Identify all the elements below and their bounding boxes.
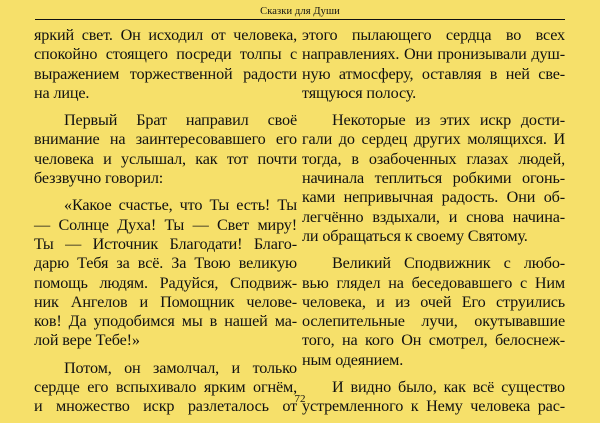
running-header: Сказки для Души bbox=[260, 6, 340, 17]
text-line: — Солнце Духа! Ты — Свет миру! bbox=[34, 215, 297, 234]
text-line: Великий Сподвижник с любо- bbox=[332, 254, 565, 273]
text-line: ли обращаться к своему Святому. bbox=[302, 226, 528, 245]
paragraph-gap bbox=[34, 188, 297, 196]
text-line: на лице. bbox=[34, 83, 90, 102]
text-line: выражением торжественной радости bbox=[34, 64, 297, 83]
text-line: Первый Брат направил своё bbox=[64, 111, 297, 130]
text-line: ками непривычная радость. Они об- bbox=[302, 188, 565, 207]
text-line: Ты — Источник Благодати! Благо- bbox=[34, 234, 297, 253]
header-divider bbox=[35, 19, 565, 20]
right-text-column bbox=[302, 26, 565, 417]
paragraph-gap bbox=[34, 103, 297, 111]
text-line: «Какое счастье, что Ты есть! Ты bbox=[64, 196, 297, 215]
text-line: лой вере Тебе!» bbox=[34, 331, 140, 350]
text-line: ник Ангелов и Помощник челове- bbox=[34, 292, 297, 311]
text-line: легчённо вздыхали, и снова начина- bbox=[302, 207, 565, 226]
paragraph-gap bbox=[302, 370, 565, 378]
paragraph-gap bbox=[302, 103, 565, 111]
text-line: дарю Тебя за всё. За Твою великую bbox=[34, 254, 297, 273]
text-line: человека, и из очей Его струились bbox=[302, 292, 565, 311]
text-line: Потом, он замолчал, и только bbox=[64, 358, 297, 377]
text-line: ным одеянием. bbox=[302, 350, 404, 369]
text-line: Некоторые из этих искр дости- bbox=[332, 111, 565, 130]
text-line: ков! Да уподобимся мы в нашей ма- bbox=[34, 312, 297, 331]
text-line: И видно было, как всё существо bbox=[332, 378, 565, 397]
text-line: человека и услышал, как тот почти bbox=[34, 149, 297, 168]
text-line: этого пылающего сердца во всех bbox=[302, 26, 565, 44]
text-line: спокойно стоящего посреди толпы с bbox=[34, 45, 297, 64]
text-line: сердце его вспыхивало ярким огнём, bbox=[34, 378, 297, 397]
text-line: внимание на заинтересовавшего его bbox=[34, 130, 297, 149]
page-number: 72 bbox=[294, 393, 306, 405]
text-line: ную атмосферу, оставляя в ней све- bbox=[302, 64, 565, 83]
paragraph-gap bbox=[34, 351, 297, 359]
paragraph-gap bbox=[302, 246, 565, 254]
text-line: направлениях. Они пронизывали душ- bbox=[302, 45, 565, 64]
text-line: тогда, в озабоченных глазах людей, bbox=[302, 149, 565, 168]
text-line: тящуюся полосу. bbox=[302, 83, 416, 102]
text-line: помощь людям. Радуйся, Сподвиж- bbox=[34, 273, 297, 292]
text-line: яркий свет. Он исходил от человека, bbox=[34, 26, 297, 44]
left-text-column bbox=[34, 26, 297, 417]
text-line: и множество искр разлеталось от bbox=[34, 397, 297, 416]
text-line: ослепительные лучи, окутывавшие bbox=[302, 312, 565, 331]
text-line: устремленного к Нему человека рас- bbox=[302, 397, 565, 416]
text-line: вью глядел на беседовавшего с Ним bbox=[302, 273, 565, 292]
text-line: того, на кого Он смотрел, белоснеж- bbox=[302, 331, 565, 350]
text-line: гали до сердец других молящихся. И bbox=[302, 130, 565, 149]
text-line: беззвучно говорил: bbox=[34, 169, 164, 188]
text-line: начинала теплиться робкими огонь- bbox=[302, 169, 565, 188]
